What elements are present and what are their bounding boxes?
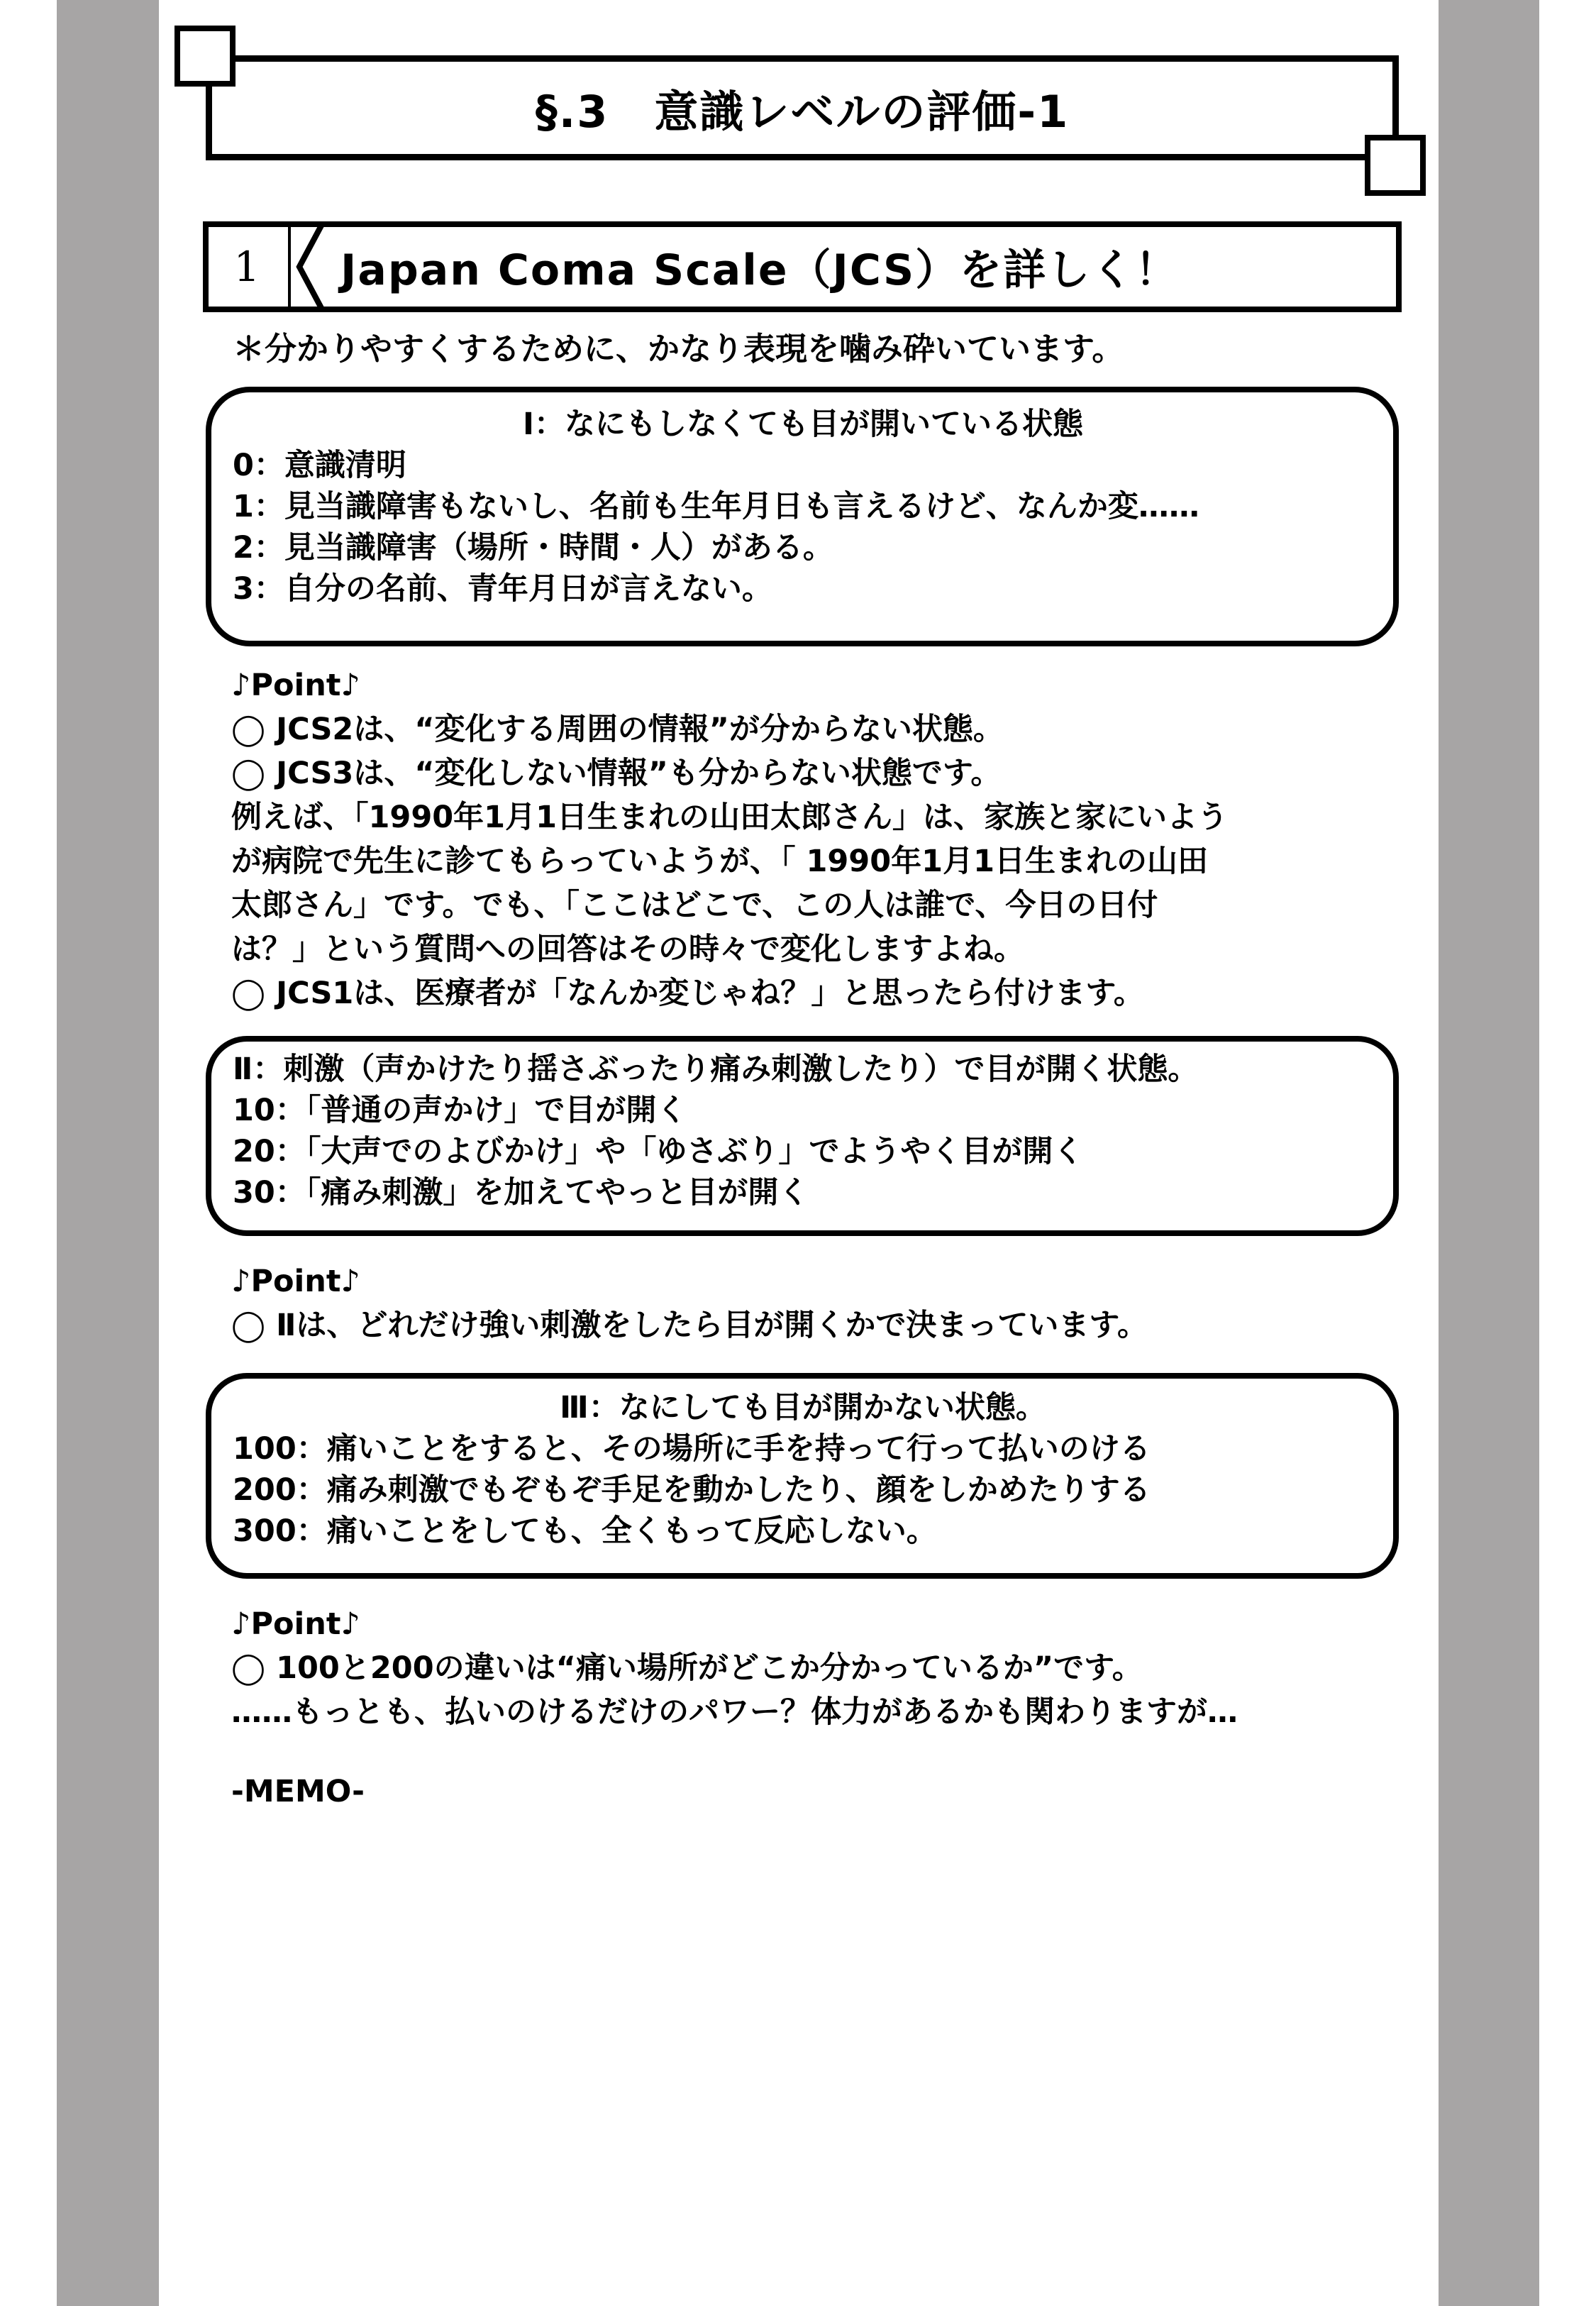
point-line: 例えば、「1990年1月1日生まれの山田太郎さん」は、家族と家にいよう bbox=[231, 800, 1229, 835]
list-item: 300：痛いことをしても、全くもって反応しない。 bbox=[233, 1513, 937, 1549]
point-line: ◯ JCS3は、“変化しない情報”も分からない状態です。 bbox=[231, 756, 1002, 791]
section-number: 1 bbox=[233, 243, 260, 291]
title-corner-top-left bbox=[174, 26, 235, 87]
jcs-level-3-box bbox=[206, 1373, 1399, 1579]
point-line: が病院で先生に診てもらっていようが、「 1990年1月1日生まれの山田 bbox=[231, 844, 1208, 879]
point-line: ……もっとも、払いのけるだけのパワー？体力があるかも関わりますが… bbox=[231, 1694, 1238, 1730]
list-item: 20：「大声でのよびかけ」や「ゆさぶり」でようやく目が開く bbox=[233, 1134, 1084, 1169]
point-section-2 bbox=[231, 1259, 1395, 1347]
list-item: 10：「普通の声かけ」で目が開く bbox=[233, 1093, 687, 1128]
point-line: は？」という質問への回答はその時々で変化しますよね。 bbox=[231, 932, 1024, 967]
jcs-level-1-box bbox=[206, 387, 1399, 646]
box-heading: Ⅲ：なにしても目が開かない状態。 bbox=[560, 1390, 1046, 1425]
point-line: ◯ 100と200の違いは“痛い場所がどこか分かっているか”です。 bbox=[231, 1650, 1143, 1686]
right-margin-bar bbox=[1439, 0, 1539, 2306]
list-item: 3：自分の名前、青年月日が言えない。 bbox=[233, 571, 772, 607]
jcs-level-2-box bbox=[206, 1036, 1399, 1236]
point-line: ◯ Ⅱは、どれだけ強い刺激をしたら目が開くかで決まっています。 bbox=[231, 1308, 1148, 1343]
list-item: 30：「痛み刺激」を加えてやっと目が開く bbox=[233, 1175, 809, 1210]
point-label: ♪Point♪ bbox=[231, 668, 360, 703]
section-title: Japan Coma Scale（JCS）を詳しく！ bbox=[340, 246, 1180, 295]
point-section-1 bbox=[231, 663, 1395, 1015]
point-label: ♪Point♪ bbox=[231, 1264, 360, 1299]
point-section-3 bbox=[231, 1602, 1395, 1734]
list-item: 100：痛いことをすると、その場所に手を持って行って払いのける bbox=[233, 1431, 1151, 1467]
title-corner-bottom-right bbox=[1365, 135, 1426, 196]
simplification-note: ＊分かりやすくするために、かなり表現を噛み砕いています。 bbox=[233, 330, 1124, 368]
page-title-box bbox=[206, 55, 1399, 160]
list-item: 1：見当識障害もないし、名前も生年月日も言えるけど、なんか変…… bbox=[233, 489, 1199, 524]
section-heading bbox=[203, 221, 1402, 312]
list-item: 0：意識清明 bbox=[233, 448, 406, 483]
point-label: ♪Point♪ bbox=[231, 1606, 360, 1642]
box-heading: Ⅰ：なにもしなくても目が開いている状態 bbox=[523, 407, 1083, 442]
list-item: 200：痛み刺激でもぞもぞ手足を動かしたり、顔をしかめたりする bbox=[233, 1472, 1151, 1508]
point-line: 太郎さん」です。でも、「ここはどこで、この人は誰で、今日の日付 bbox=[231, 888, 1158, 923]
memo-label: -MEMO- bbox=[231, 1774, 365, 1809]
left-margin-bar bbox=[57, 0, 159, 2306]
list-item: 2：見当識障害（場所・時間・人）がある。 bbox=[233, 530, 833, 566]
page-title: §.3 意識レベルの評価-1 bbox=[535, 85, 1070, 138]
point-line: ◯ JCS1は、医療者が「なんか変じゃね？」と思ったら付けます。 bbox=[231, 976, 1144, 1011]
point-line: ◯ JCS2は、“変化する周囲の情報”が分からない状態。 bbox=[231, 712, 1004, 747]
box-heading: Ⅱ：刺激（声かけたり揺さぶったり痛み刺激したり）で目が開く状態。 bbox=[233, 1052, 1199, 1087]
